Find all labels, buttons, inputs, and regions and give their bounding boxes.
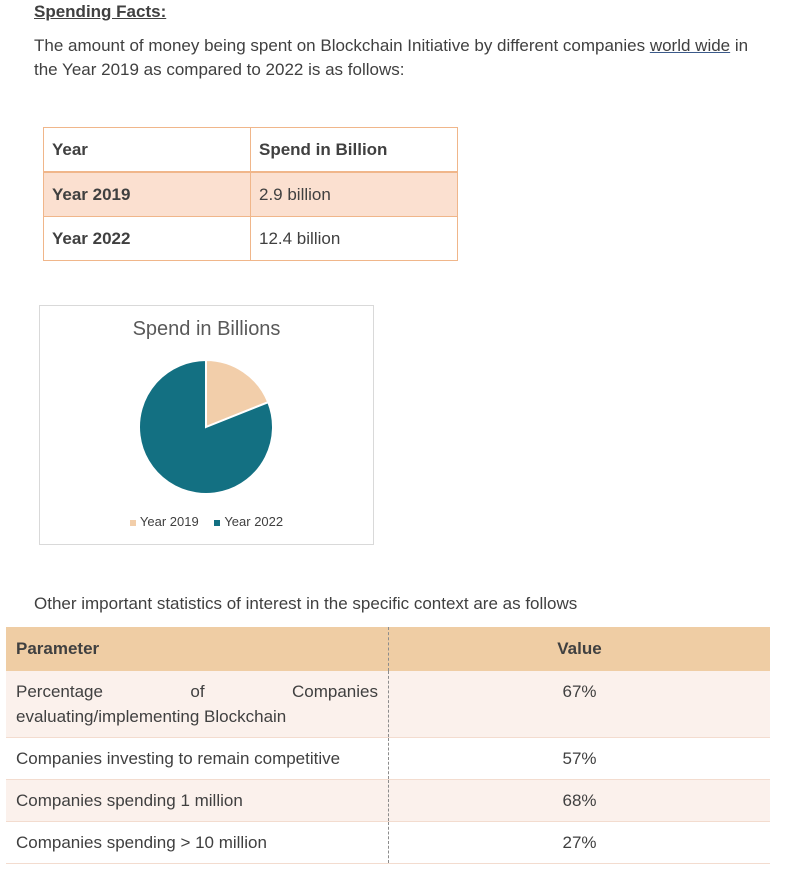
spend-table-header-row	[44, 128, 458, 173]
section-heading: Spending Facts:	[34, 2, 167, 21]
world-wide-link[interactable]: world wide	[649, 36, 731, 55]
value-cell: 57%	[389, 738, 771, 780]
spend-year-cell: Year 2019	[44, 172, 251, 217]
value-cell: 68%	[389, 780, 771, 822]
spend-table	[43, 127, 458, 261]
param-cell	[6, 671, 389, 738]
other-stats-intro: Other important statistics of interest in the specific context are as follows	[34, 594, 578, 613]
intro-text-after: in the Year 2019 as compared to 2022 is as follows:	[34, 36, 749, 79]
param-cell-line1	[16, 679, 378, 704]
value-cell: 27%	[389, 822, 771, 864]
intro-text-before: The amount of money being spent on Blockchain Initiative by different companies	[34, 36, 650, 55]
params-header-parameter: Parameter	[6, 627, 389, 671]
table-row	[6, 671, 770, 738]
param-cell: Companies spending > 10 million	[6, 822, 389, 864]
pie-chart	[39, 305, 374, 545]
spend-header-year: Year	[44, 128, 251, 173]
spend-header-amount: Spend in Billion	[251, 128, 458, 173]
table-row	[6, 822, 770, 864]
legend-label-2019: Year 2019	[139, 514, 199, 529]
param-cell: Companies spending 1 million	[6, 780, 389, 822]
spend-amount-cell: 2.9 billion	[251, 172, 458, 217]
param-word: Percentage	[16, 682, 103, 701]
legend-item-2019	[130, 514, 199, 529]
spend-year-cell: Year 2022	[44, 217, 251, 261]
legend-label-2022: Year 2022	[224, 514, 284, 529]
pie-chart-svg	[40, 306, 373, 544]
param-cell-line2: evaluating/implementing Blockchain	[16, 707, 287, 726]
params-header-value: Value	[389, 627, 771, 671]
table-row	[44, 217, 458, 261]
table-row	[44, 172, 458, 217]
chart-title: Spend in Billions	[132, 318, 281, 340]
table-row	[6, 780, 770, 822]
table-row	[6, 738, 770, 780]
legend-item-2022	[214, 514, 283, 529]
value-cell: 67%	[389, 671, 771, 738]
param-word: Companies	[291, 682, 378, 701]
spend-amount-cell: 12.4 billion	[251, 217, 458, 261]
param-cell: Companies investing to remain competitive	[6, 738, 389, 780]
chart-legend	[40, 514, 373, 529]
legend-swatch-2019	[130, 520, 136, 526]
params-table	[6, 627, 770, 864]
params-header-row	[6, 627, 770, 671]
legend-swatch-2022	[214, 520, 220, 526]
intro-paragraph	[34, 34, 774, 82]
param-word: of	[190, 682, 205, 701]
